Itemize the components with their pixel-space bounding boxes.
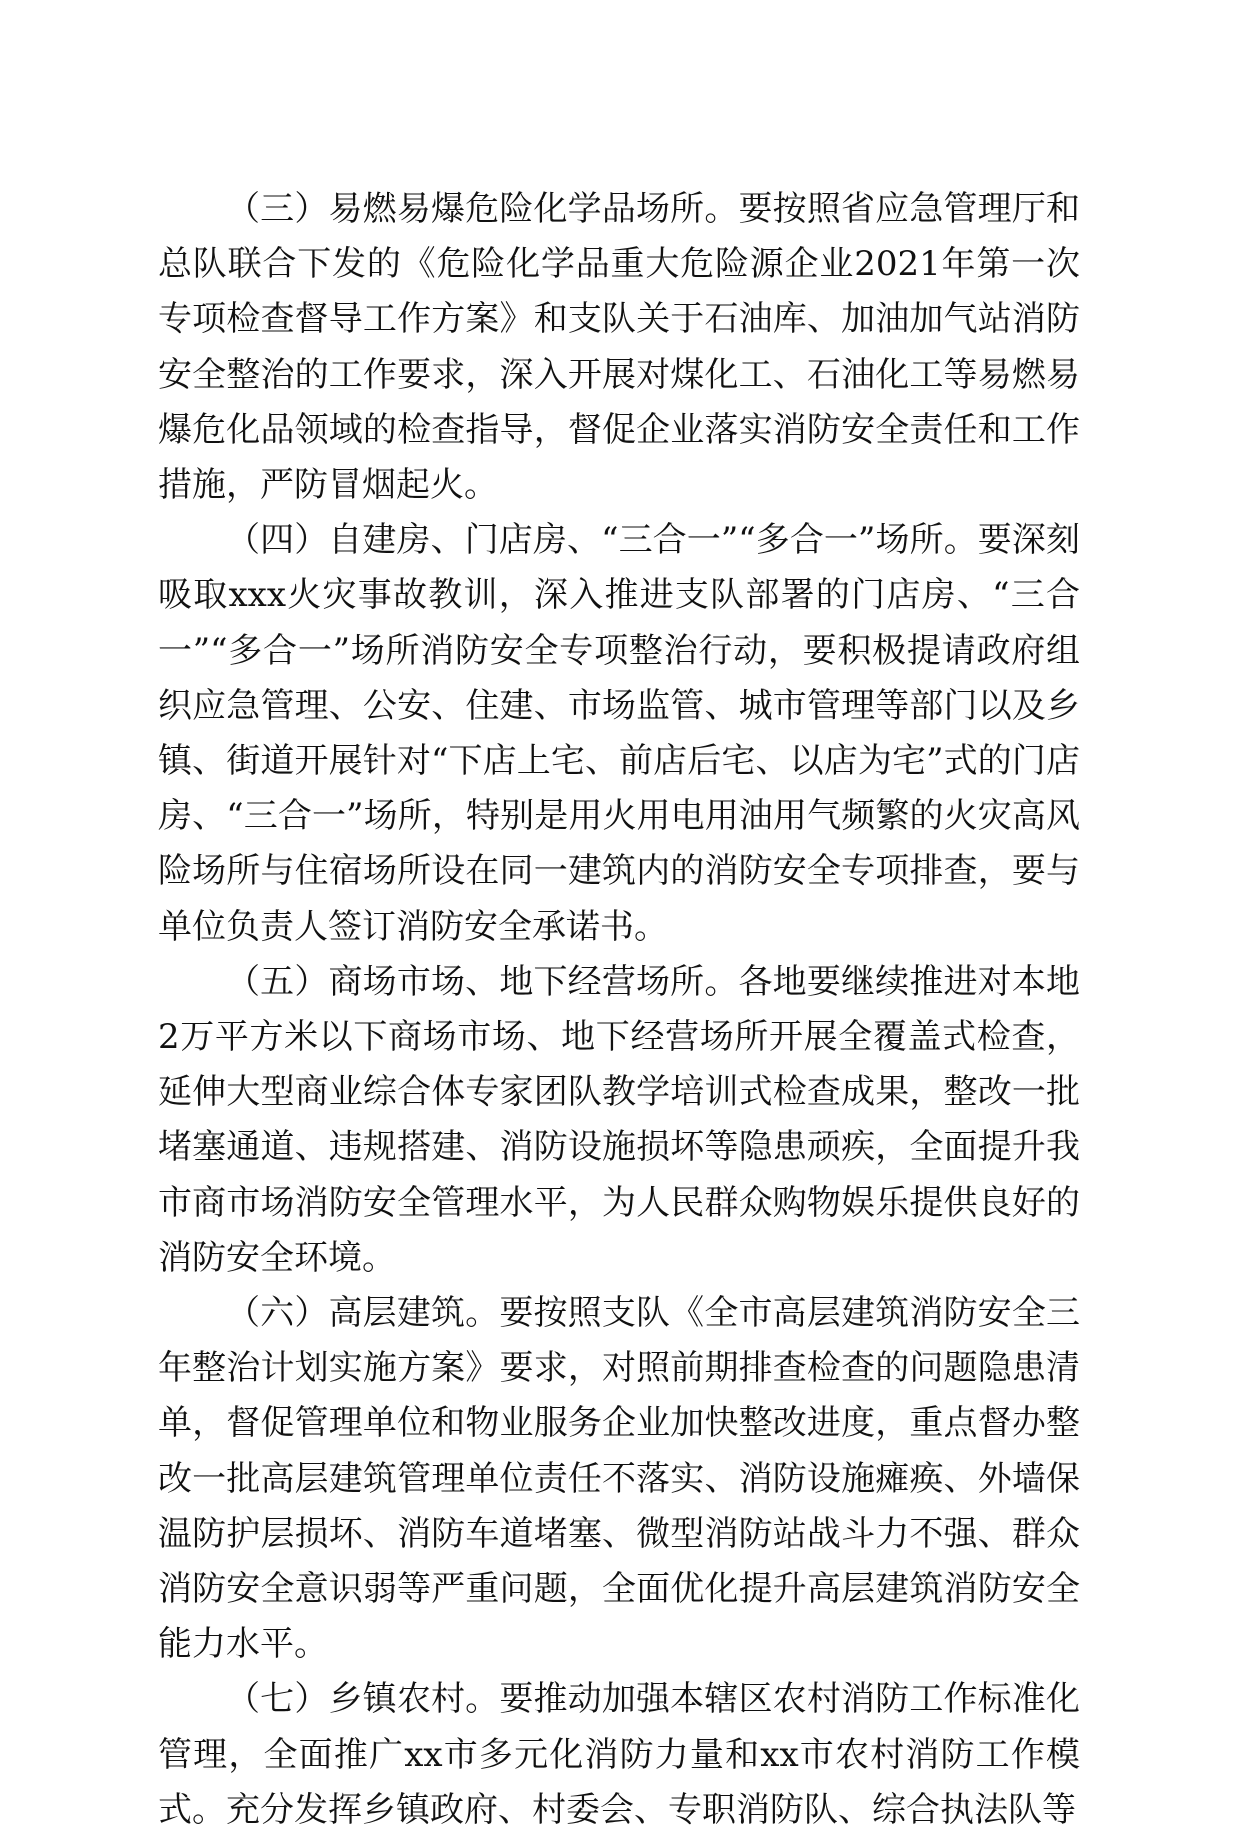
- paragraph-self-built-houses: （四）自建房、门店房、“三合一”“多合一”场所。要深刻吸取xxx火灾事故教训，深入推进支队部署的门店房、“三合一”“多合一”场所消防安全专项整治行动，要积极提请政府组织应急管理、公安、住建、市场监管、城市管理等部门以及乡镇、街道开展针对“下店上宅、前店后宅、以店为宅”式的门店房、“三合一”场所，特别是用火用电用油用气频繁的火灾高风险场所与住宿场所设在同一建筑内的消防安全专项排查，要与单位负责人签订消防安全承诺书。: [158, 520, 1080, 947]
- paragraph-markets-underground: （五）商场市场、地下经营场所。各地要继续推进对本地2万平方米以下商场市场、地下经营场所开展全覆盖式检查，延伸大型商业综合体专家团队教学培训式检查成果，整改一批堵塞通道、违规搭建、消防设施损坏等隐患顽疾，全面提升我市商市场消防安全管理水平，为人民群众购物娱乐提供良好的消防安全环境。: [158, 961, 1080, 1278]
- paragraph-hazardous-chemicals: （三）易燃易爆危险化学品场所。要按照省应急管理厅和总队联合下发的《危险化学品重大危险源企业2021年第一次专项检查督导工作方案》和支队关于石油库、加油加气站消防安全整治的工作要求，深入开展对煤化工、石油化工等易燃易爆危化品领域的检查指导，督促企业落实消防安全责任和工作措施，严防冒烟起火。: [158, 189, 1080, 506]
- document-body: [158, 182, 1080, 1838]
- paragraph-high-rise-buildings: （六）高层建筑。要按照支队《全市高层建筑消防安全三年整治计划实施方案》要求，对照前期排查检查的问题隐患清单，督促管理单位和物业服务企业加快整改进度，重点督办整改一批高层建筑管理单位责任不落实、消防设施瘫痪、外墙保温防护层损坏、消防车道堵塞、微型消防站战斗力不强、群众消防安全意识弱等严重问题，全面优化提升高层建筑消防安全能力水平。: [158, 1293, 1080, 1665]
- paragraph-rural-towns: （七）乡镇农村。要推动加强本辖区农村消防工作标准化管理，全面推广xx市多元化消防力量和xx市农村消防工作模式。充分发挥乡镇政府、村委会、专职消防队、综合执法队等: [158, 1679, 1080, 1830]
